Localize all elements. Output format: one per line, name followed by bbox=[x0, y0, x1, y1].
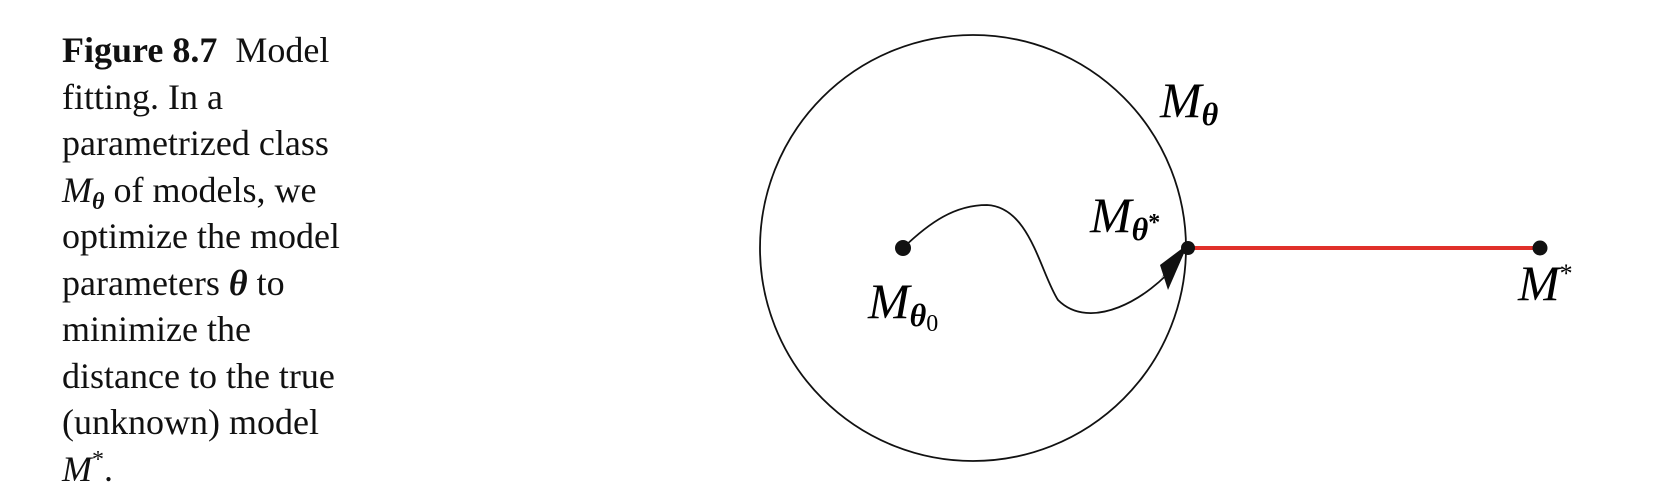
class-subscript: θ bbox=[92, 188, 105, 215]
final-period: . bbox=[104, 448, 113, 489]
label-optimal-model-sup: * bbox=[1148, 210, 1161, 236]
label-model-class bbox=[1159, 72, 1219, 132]
label-model-class-main: M bbox=[1160, 72, 1202, 128]
caption-line-7: minimize the bbox=[62, 309, 251, 349]
caption-text-4: of models, we bbox=[113, 169, 317, 210]
label-true-model bbox=[1517, 255, 1573, 311]
caption-line-9: (unknown) model bbox=[62, 402, 319, 442]
caption-line-3: parametrized class bbox=[62, 123, 329, 163]
class-symbol: M bbox=[62, 169, 92, 210]
initial-model-point bbox=[895, 240, 911, 256]
caption-text-6b: to bbox=[256, 262, 285, 303]
caption-line-5: optimize the model bbox=[62, 216, 340, 256]
label-initial-model-index: 0 bbox=[926, 311, 939, 337]
label-optimal-model-main: M bbox=[1090, 187, 1132, 243]
true-model-superscript: * bbox=[92, 446, 104, 473]
label-true-model-main: M bbox=[1518, 255, 1560, 311]
label-optimal-model-sub: θ bbox=[1131, 211, 1149, 247]
label-initial-model bbox=[867, 273, 938, 337]
caption-line-2: fitting. In a bbox=[62, 76, 223, 117]
theta-symbol: θ bbox=[228, 262, 248, 303]
label-model-class-sub: θ bbox=[1201, 96, 1219, 132]
label-true-model-sup: * bbox=[1559, 259, 1573, 288]
label-initial-model-main: M bbox=[868, 273, 910, 329]
true-model-symbol: M bbox=[62, 448, 92, 489]
caption-text-1: Model bbox=[235, 30, 330, 70]
label-optimal-model bbox=[1089, 187, 1160, 247]
caption-line-8: distance to the true bbox=[62, 355, 335, 396]
label-initial-model-sub: θ bbox=[909, 297, 927, 333]
figure-label: Figure 8.7 bbox=[62, 30, 218, 70]
true-model-point bbox=[1533, 241, 1548, 256]
caption-text-6a: parameters bbox=[62, 262, 220, 303]
model-class-circle bbox=[760, 35, 1186, 461]
optimal-model-point bbox=[1181, 241, 1195, 255]
